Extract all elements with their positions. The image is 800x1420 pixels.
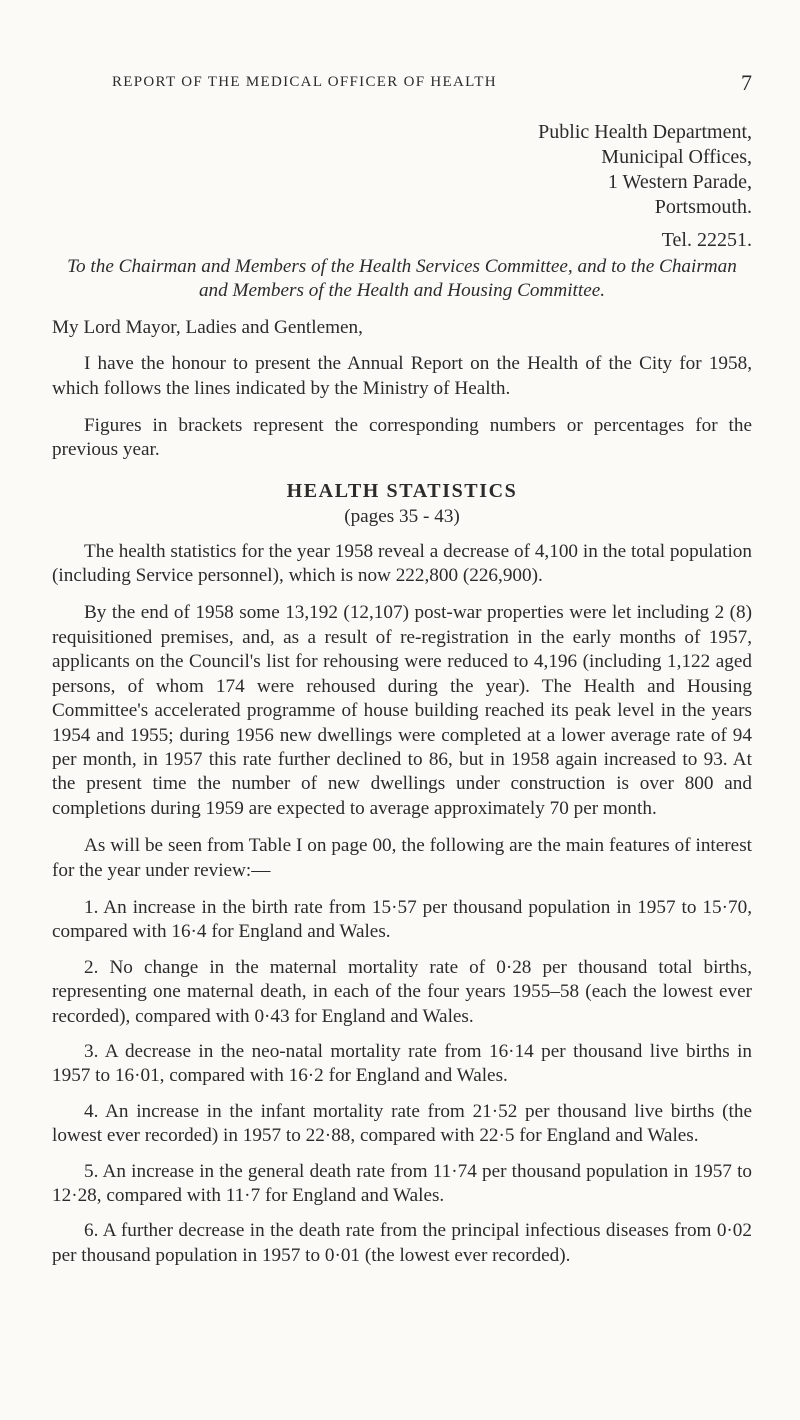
feature-item-neonatal-mortality: 3. A decrease in the neo-natal mortality rate from 16·14 per thousand live births in 1957 to 16·01, compared with 16·2 for England and Wales. <box>52 1040 752 1087</box>
address-line-offices: Municipal Offices, <box>601 146 752 168</box>
running-title: REPORT OF THE MEDICAL OFFICER OF HEALTH <box>112 74 497 90</box>
address-telephone: Tel. 22251. <box>661 229 752 251</box>
section-heading: HEALTH STATISTICS <box>286 479 518 502</box>
intro-paragraph: I have the honour to present the Annual Report on the Health of the City for 1958, which follows the lines indicated by the Ministry of Health. <box>52 353 752 399</box>
address-line-department: Public Health Department, <box>538 121 752 143</box>
feature-item-infant-mortality: 4. An increase in the infant mortality rate from 21·52 per thousand live births (the lowest ever recorded) in 1957 to 22·88, compared with 22·5 for England and Wales. <box>52 1100 752 1147</box>
feature-item-infectious-diseases: 6. A further decrease in the death rate from the principal infectious diseases from 0·02 per thousand population in 1957 to 0·01 (the lowest ever recorded). <box>52 1220 752 1266</box>
feature-item-birth-rate: 1. An increase in the birth rate from 15·57 per thousand population in 1957 to 15·70, compared with 16·4 for England and Wales. <box>52 896 752 943</box>
housing-paragraph: By the end of 1958 some 13,192 (12,107) post-war properties were let including 2 (8) requisitioned premises, and, as a result of re-registration in the early months of 1957, applicants on the Council's list for rehousing were reduced to 4,196 (including 1,122 aged persons, of whom 174 were rehoused during the year). The Health and Housing Committee's accelerated programme of house building reached its peak level in the years 1954 and 1955; during 1956 new dwellings were completed at a lower average rate of 94 per month, in 1957 this rate further declined to 86, but in 1958 again increased to 93. At the present time the number of new dwellings under construction is over 800 and completions during 1959 are expected to average approximately 70 per month. <box>52 602 752 819</box>
feature-item-death-rate: 5. An increase in the general death rate from 11·74 per thousand population in 1957 to 12·28, compared with 11·7 for England and Wales. <box>52 1160 752 1206</box>
address-line-city: Portsmouth. <box>654 196 752 218</box>
letter-body <box>52 255 752 1279</box>
salutation: My Lord Mayor, Ladies and Gentlemen, <box>52 316 363 338</box>
addressee: To the Chairman and Members of the Health Services Committee, and to the Chairman and Members of the Health and Housing Committee. <box>67 256 737 302</box>
feature-item-maternal-mortality: 2. No change in the maternal mortality rate of 0·28 per thousand total births, representing one maternal death, in each of the four years 1955–58 (each the lowest ever recorded), compared with 0·43 for England and Wales. <box>52 956 752 1027</box>
population-paragraph: The health statistics for the year 1958 reveal a decrease of 4,100 in the total population (including Service personnel), which is now 222,800 (226,900). <box>52 540 752 587</box>
brackets-note-paragraph: Figures in brackets represent the corresponding numbers or percentages for the previous year. <box>52 415 752 461</box>
page-number: 7 <box>741 70 752 95</box>
section-page-range: (pages 35 - 43) <box>344 506 460 528</box>
address-line-street: 1 Western Parade, <box>607 171 752 193</box>
features-intro-paragraph: As will be seen from Table I on page 00, the following are the main features of interest for the year under review:— <box>52 835 752 881</box>
sender-address <box>52 120 752 253</box>
